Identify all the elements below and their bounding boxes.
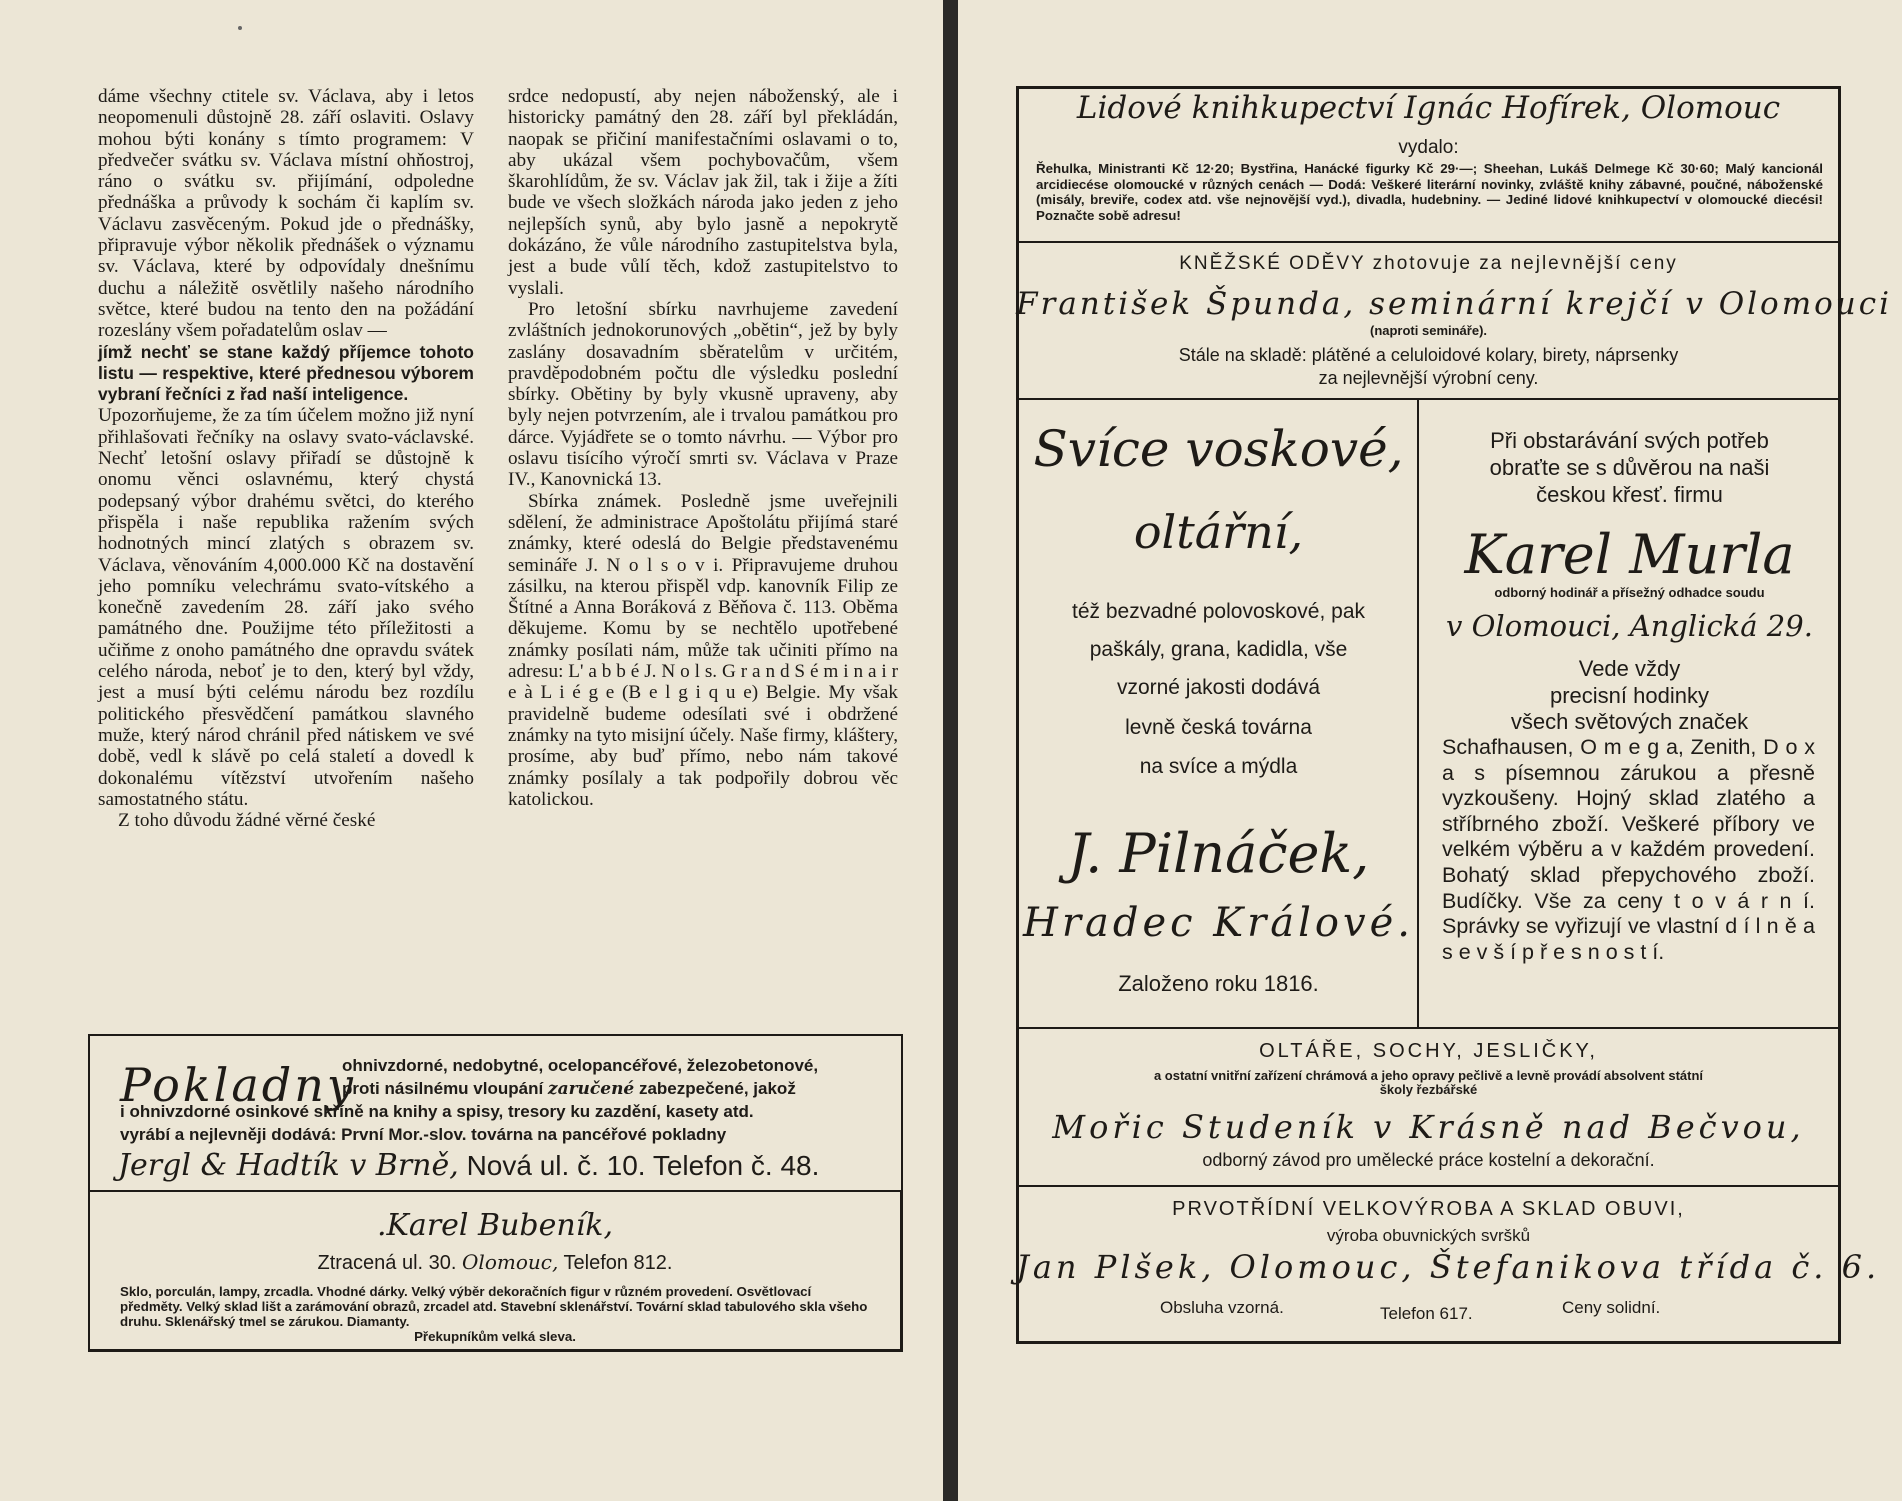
article-paragraph: Upozorňujeme, že za tím účelem možno již nyní přihlašovati řečníky na oslavy svato-václavské. Nechť letošní oslavy přiřadí se důstojně k onomu věnci oslavnému, který chystá podepsaný výbor drahému světci, do kterého přispěla i naše republika ražením svých hodnotných mincí zlatých s obrazem sv. Václava, věnováním 4,000.000 Kč na dostavění jeho pomníku velechrámu svato-vítského a konečně zavedením 28. září jako svého památného dne. Použijme této příležitosti a učiňme z onoho památného dne opravdu svátek celého národa, neboť je to den, který byl vždy, jest a musí býti celému národu bez rozdílu politického přesvědčení památkou slavného muže, který národ chránil před nátiskem ve své době, vedl k slávě po celá staletí a dovedl k dokonalému vítězství utvořením našeho samostatného státu. — [98, 405, 474, 810]
spunda-note: (naproti semináře). — [1369, 323, 1488, 338]
article-paragraph: Sbírka známek. Posledně jsme uveřejnili sdělení, že administrace Apoštolátu přijímá staré známky, které odeslá do Belgie představenému semináře J. N o l s o v i. Připravujeme druhou zásilku, na kterou přispěl vdp. kanovník Filip ze Štítné a Anna Boráková z Běňova č. 113. Oběma děkujeme. Komu by se nechtělo upotřebené známky posílati nám, může tak učiniti přímo na adresu: L' a b b é J. N o l s. G r a n d S é m i n a i r e à L i é g e (B e l g i q u e) Belgie. My však pravidelně budeme odesílati své i obdržené známky na tyto misijní účely. Naše firmy, kláštery, prosíme, aby buď přímo, nebo nám takové známky posílaly a tak podpořily dobrou věc katolickou. — [508, 490, 898, 810]
murla-subtitle: odborný hodinář a přísežný odhadce soudu — [1494, 585, 1765, 600]
studenik-headline: OLTÁŘE, SOCHY, JESLIČKY, — [1259, 1040, 1598, 1062]
studenik-desc: školy řezbářské — [1379, 1082, 1478, 1097]
pilnacek-line: paškály, grana, kadidla, vše — [1089, 638, 1348, 661]
hofirek-title: Lidové knihkupectví Ignác Hofírek, Olomouc — [1076, 90, 1781, 126]
pilnacek-title-2: oltářní, — [1133, 505, 1304, 559]
murla-intro: českou křesť. firmu — [1536, 482, 1723, 507]
divider — [1016, 1185, 1841, 1187]
article-paragraph: dáme všechny ctitele sv. Václava, aby i letos neopomenuli důstojně 28. září oslaviti. Oslavy mohou býti konány s tímto programem: V předvečer svátku sv. Václava místní ohňostroj, ráno o svátku sv. přijímání, odpoledne přednáška a průvody k sochám či kaplím sv. Václavu zasvěceným. Pokud jde o přednášky, připravuje výbor několik přednášek o významu sv. Václava, které by odpovídaly dnešnímu duchu a náležitě osvětlily našeho národního světce, které budou na tento den na požádání rozeslány všem pořadatelům oslav — — [98, 86, 474, 342]
ad-bubenik — [88, 1190, 903, 1352]
ad-line: ohnivzdorné, nedobytné, ocelopancéřové, železobetonové, — [342, 1056, 819, 1075]
murla-body: Schafhausen, O m e g a, Zenith, D o x a s písemnou zárukou a přesně vyzkoušeny. Hojný sklad zlatého a stříbrného zboží. Veškeré příbory ve velkém výběru a v každém provedení. Bohatý sklad přepychového zboží. Budíčky. Vše za ceny t o v á r n í. Správky se vyřizují ve vlastní d í l n ě a s e v š í p ř e s n o s t í. — [1442, 735, 1815, 964]
article-column-1 — [98, 86, 474, 831]
murla-mid: všech světových značek — [1510, 709, 1749, 734]
spunda-name: František Špunda, seminární krejčí v Olomouci — [1016, 286, 1893, 322]
pilnacek-founded: Založeno roku 1816. — [1118, 971, 1319, 996]
spunda-headline: KNĚŽSKÉ ODĚVY zhotovuje za nejlevnější ceny — [1179, 253, 1678, 274]
article-column-2 — [508, 86, 898, 810]
murla-intro: Při obstarávání svých potřeb — [1490, 428, 1769, 453]
divider — [1016, 398, 1841, 400]
murla-mid: Vede vždy — [1578, 656, 1681, 681]
murla-name: Karel Murla — [1464, 523, 1795, 586]
spunda-prices: za nejlevnější výrobní ceny. — [1318, 368, 1539, 388]
ad-line: vyrábí a nejlevněji dodává: První Mor.-slov. továrna na pancéřové pokladny — [120, 1125, 727, 1144]
plsek-service: Obsluha vzorná. — [1160, 1298, 1284, 1317]
pilnacek-line: levně česká továrna — [1125, 716, 1312, 739]
studenik-desc: a ostatní vnitřní zařízení chrámová a jeho opravy pečlivě a levně provádí absolvent státní — [1153, 1068, 1704, 1083]
pilnacek-line: též bezvadné polovoskové, pak — [1071, 600, 1366, 623]
divider — [1016, 1027, 1841, 1029]
murla-address: v Olomouci, Anglická 29. — [1446, 609, 1813, 643]
divider — [1016, 241, 1841, 243]
murla-intro: obraťte se s důvěrou na naši — [1489, 455, 1770, 480]
pokladny-signature: Jergl & Hadtík v Brně, Nová ul. č. 10. Telefon č. 48. — [118, 1148, 820, 1183]
article-paragraph: srdce nedopustí, aby nejen náboženský, ale i historicky památný den 28. září byl překládán, naopak se přičiní manifestačními oslavami o to, aby ukázal všem pochybovačům, všem škarohlídům, že sv. Václav jak žil, tak i žije a žíti bude ve všech složkách národa jako jeden z jeho nejlepších synů, aby bylo jasně a nepokrytě dokázáno, že vůle národního zastupitelstva byla, jest a bude vůlí těch, kdož zastupitelstvo to vyslali. — [508, 86, 898, 299]
pilnacek-name: J. Pilnáček, — [1067, 822, 1370, 885]
pilnacek-line: na svíce a mýdla — [1139, 755, 1298, 778]
plsek-prices: Ceny solidní. — [1562, 1298, 1661, 1317]
bubenik-address: Ztracená ul. 30. Olomouc, Telefon 812. — [317, 1250, 673, 1274]
left-page — [0, 0, 943, 1501]
article-paragraph: Pro letošní sbírku navrhujeme zavedení zvláštních jednokorunových „obětin“, jež by byly zaslány dosavadním sběratelům v určitém, pravděpodobném počtu dle výsledku poslední sbírky. Obětiny by byly vkusně upraveny, aby byly nejen potvrzením, ale i trvalou památkou pro dárce. Vyjádřete se o tomto návrhu. — Výbor pro oslavu tisícího výročí smrti sv. Václava v Praze IV., Kanovnická 13. — [508, 298, 898, 491]
plsek-subline: výroba obuvnických svršků — [1326, 1226, 1531, 1245]
spunda-stock: Stále na skladě: plátěné a celuloidové kolary, birety, náprsenky — [1178, 345, 1679, 365]
plsek-name: Jan Plšek, Olomouc, Štefanikova třída č. 6. — [1016, 1248, 1881, 1286]
pilnacek-title-1: Svíce voskové, — [1033, 420, 1404, 478]
article-paragraph-bold: jímž nechť se stane každý příjemce tohoto listu — respektive, které přednesou výborem vybraní řečníci z řad naší inteligence. — [98, 341, 474, 405]
murla-mid: precisní hodinky — [1550, 683, 1709, 708]
studenik-workshop: odborný závod pro umělecké práce kostelní a dekorační. — [1202, 1150, 1655, 1170]
page-speck — [238, 26, 242, 30]
pilnacek-line: vzorné jakosti dodává — [1116, 676, 1321, 699]
hofirek-text: Řehulka, Ministranti Kč 12·20; Bystřina, Hanácké figurky Kč 29·—; Sheehan, Lukáš Delmege Kč 30·60; Malý kancionál arcidiecése olomoucké v různých cenách — Dodá: Veškeré literární novinky, zvláště knihy zábavné, poučné, náboženské (misály, breviře, codex atd. vše nejnovější vyd.), divadla, hudebniny. — Jediné lidové knihkupectví v olomoucké diecési! Poznačte sobě adresu! — [1036, 161, 1823, 223]
bubenik-text: Sklo, porculán, lampy, zrcadla. Vhodné dárky. Velký výběr dekoračních figur v různém provedení. Osvětlovací předměty. Velký sklad lišt a zarámování obrazů, zrcadel atd. Stavební sklenářství. Tovární sklad tabulového skla všeho druhu. Sklenářský tmel se zárukou. Diamanty. — [120, 1284, 868, 1329]
plsek-headline: PRVOTŘÍDNÍ VELKOVÝROBA A SKLAD OBUVI, — [1172, 1198, 1685, 1220]
studenik-name: Mořic Studeník v Krásně nad Bečvou, — [1052, 1108, 1805, 1146]
pokladny-logo: Pokladny — [120, 1058, 356, 1112]
column-divider — [1417, 400, 1419, 1027]
ad-line: i ohnivzdorné osinkové skříně na knihy a spisy, tresory ku zazdění, kasety atd. — [120, 1102, 754, 1121]
hofirek-vydalo: vydalo: — [1398, 137, 1459, 158]
ad-pokladny — [88, 1034, 903, 1190]
pilnacek-city: Hradec Králové. — [1023, 900, 1414, 946]
ad-line: proti násilnému vloupání zaručené zabezpečené, jakož — [342, 1079, 796, 1099]
bubenik-sale: Překupníkům velká sleva. — [414, 1329, 576, 1344]
plsek-phone: Telefon 617. — [1380, 1304, 1473, 1323]
bubenik-name: .Karel Bubeník, — [376, 1208, 613, 1243]
article-paragraph: Z toho důvodu žádné věrné české — [118, 810, 376, 832]
